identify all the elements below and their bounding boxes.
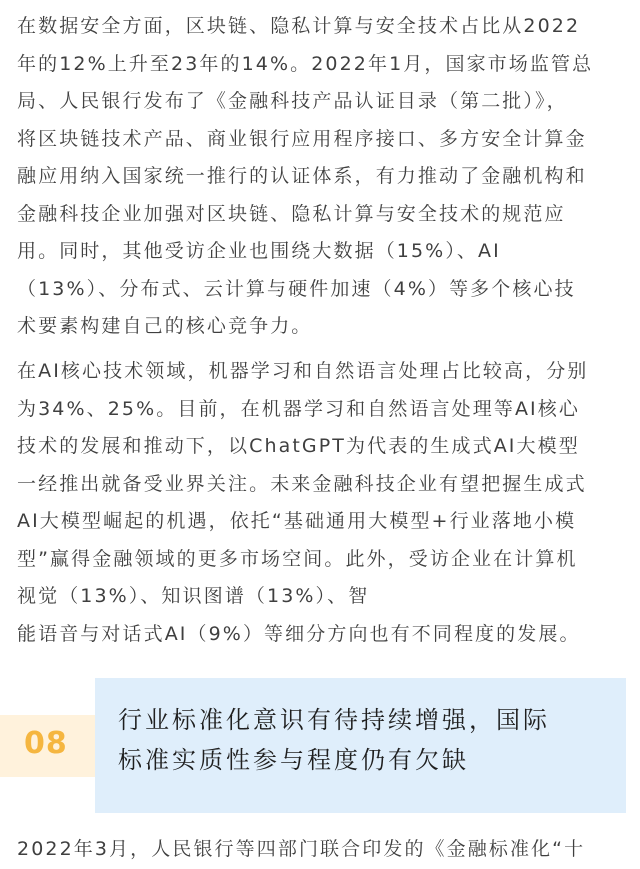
paragraph-ai-core-tech: 在AI核心技术领域，机器学习和自然语言处理占比较高，分别 为34%、25%。目前，在机器学习和自然语言处理等AI核心 技术的发展和推动下，以ChatGPT为代表的生成式AI大模型 一经推出就备受业界关注。未来金融科技企业有望把握生成式 AI大模型崛起的机遇，依托“基础通用大模型+行业落地小模 型”赢得金融领域的更多市场空间。此外，受访企业在计算机 视觉（13%）、知识图谱（13%）、智 能语音与对话式AI（9%）等细分方向也有不同程度的发展。 [17, 360, 589, 645]
paragraph-standardization: 2022年3月，人民银行等四部门联合印发的《金融标准化“十 [17, 838, 586, 860]
paragraph-data-security: 在数据安全方面，区块链、隐私计算与安全技术占比从2022 年的12%上升至23年的14%。2022年1月，国家市场监管总 局、人民银行发布了《金融科技产品认证目录（第二批）》， 将区块链技术产品、商业银行应用程序接口、多方安全计算金 融应用纳入国家统一推行的认证体系，有力推动了金融机构和 金融科技企业加强对区块链、隐私计算与安全技术的规范应 用。同时，其他受访企业也围绕大数据（15%）、AI （13%）、分布式、云计算与硬件加速（4%）等多个核心技 术要素构建自己的核心竞争力。 [17, 15, 594, 337]
section-title: 行业标准化意识有待持续增强，国际 标准实质性参与程度仍有欠缺 [118, 706, 550, 774]
section-title-box [95, 678, 626, 813]
section-header [0, 678, 640, 813]
section-number: 08 [24, 726, 68, 761]
